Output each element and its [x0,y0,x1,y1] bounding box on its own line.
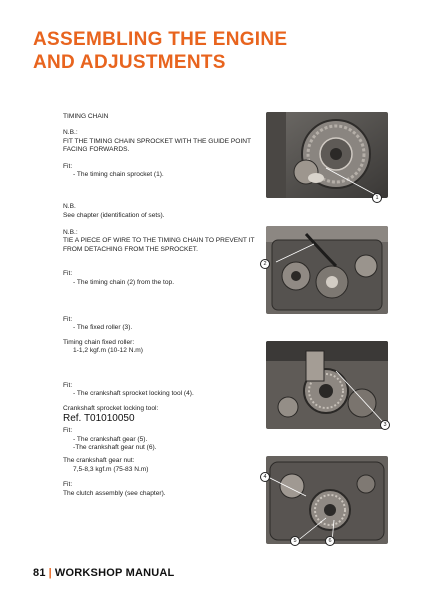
nb-label: N.B.: [63,129,78,137]
fit-item: -The crankshaft gear nut (6). [73,444,157,452]
nb-text: See chapter (identification of sets). [63,211,165,219]
callout-3: 3 [380,420,390,430]
fit-item: - The timing chain (2) from the top. [73,278,175,286]
page-title [33,28,287,74]
fit-label: Fit: [63,481,73,489]
fit-label: Fit: [63,427,73,435]
timing-chain-wire-section [63,229,263,287]
page-footer [33,567,174,579]
fit-item: - The timing chain sprocket (1). [73,171,164,179]
fit-item: The clutch assembly (see chapter). [63,489,166,497]
crankshaft-section [63,382,263,498]
section-heading: TIMING CHAIN [63,113,109,120]
callout-6: 6 [325,536,335,546]
engine-photo-timing-chain [266,226,388,314]
callout-4: 4 [260,472,270,482]
engine-photo-sprocket [266,112,388,198]
tool-reference: Ref. T01010050 [63,413,135,425]
engine-photo-crankshaft [266,341,388,429]
torque-value: 1-1,2 kgf.m (10-12 N.m) [73,347,143,355]
engine-photo-crankshaft-gear [266,456,388,544]
torque-value: 7,5-8,3 kgf.m (75-83 N.m) [73,465,149,473]
nb-text: TIE A PIECE OF WIRE TO THE TIMING CHAIN TO PREVENT IT FROM DETACHING FROM THE SPROCKET. [63,237,255,253]
footer-label: WORKSHOP MANUAL [54,567,175,579]
fit-label: Fit: [63,162,73,170]
callout-5: 5 [290,536,300,546]
nb-label: N.B. [63,203,76,211]
nb-label: N.B.: [63,229,78,236]
torque-label: Timing chain fixed roller: [63,338,135,346]
page-number: 81 [33,567,46,579]
footer-separator: | [48,567,52,579]
callout-1: 1 [372,193,382,203]
fit-item: - The crankshaft sprocket locking tool (4). [73,390,194,398]
timing-chain-section [63,113,263,220]
nb-text: FIT THE TIMING CHAIN SPROCKET WITH THE GUIDE POINT FACING FORWARDS. [63,137,251,154]
fit-item: - The fixed roller (3). [73,324,133,332]
title-line-2: AND ADJUSTMENTS [33,52,226,73]
fit-label: Fit: [63,270,73,278]
callout-2: 2 [260,259,270,269]
tool-label: Crankshaft sprocket locking tool: [63,404,159,412]
fit-label: Fit: [63,316,73,323]
title-line-1: ASSEMBLING THE ENGINE [33,29,288,50]
fixed-roller-section [63,316,263,356]
fit-item: - The crankshaft gear (5). [73,435,148,443]
torque-label: The crankshaft gear nut: [63,457,135,465]
fit-label: Fit: [63,382,73,389]
